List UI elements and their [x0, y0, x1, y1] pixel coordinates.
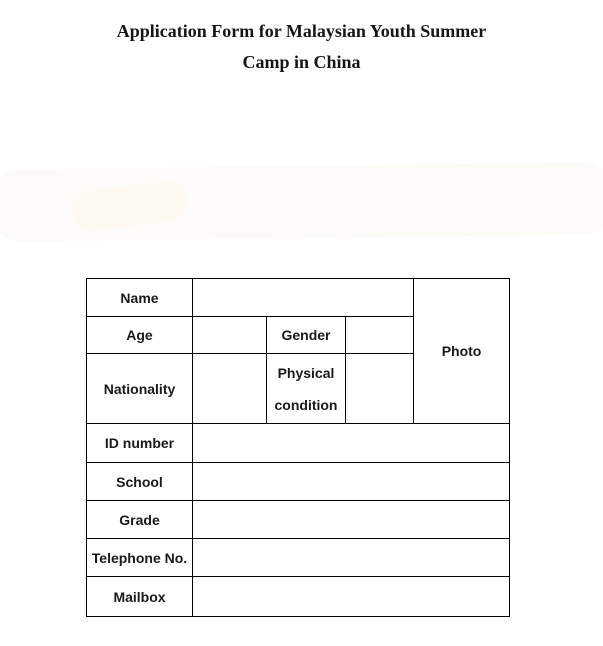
- physical-condition-value-cell[interactable]: [346, 354, 414, 424]
- mailbox-label: Mailbox: [87, 577, 193, 617]
- row-telephone: [87, 539, 510, 577]
- row-school: [87, 463, 510, 501]
- scan-smudge-blob: [70, 179, 189, 233]
- age-value-cell[interactable]: [193, 317, 267, 354]
- page-title-line-2: Camp in China: [242, 52, 361, 72]
- row-mailbox: [87, 577, 510, 617]
- row-id-number: [87, 424, 510, 463]
- mailbox-value-cell[interactable]: [193, 577, 510, 617]
- school-label: School: [87, 463, 193, 501]
- physical-condition-label: Physical condition: [267, 354, 346, 424]
- name-value-cell[interactable]: [193, 279, 414, 317]
- page-title: [0, 16, 603, 78]
- id-number-value-cell[interactable]: [193, 424, 510, 463]
- row-name: [87, 279, 510, 317]
- grade-label: Grade: [87, 501, 193, 539]
- application-form-table: [86, 278, 510, 617]
- name-label: Name: [87, 279, 193, 317]
- school-value-cell[interactable]: [193, 463, 510, 501]
- id-number-label: ID number: [87, 424, 193, 463]
- page-title-line-1: Application Form for Malaysian Youth Summer: [116, 21, 487, 41]
- nationality-value-cell[interactable]: [193, 354, 267, 424]
- grade-value-cell[interactable]: [193, 501, 510, 539]
- scan-smudge-band: [0, 162, 603, 242]
- gender-label: Gender: [267, 317, 346, 354]
- nationality-label: Nationality: [87, 354, 193, 424]
- gender-value-cell[interactable]: [346, 317, 414, 354]
- telephone-label: Telephone No.: [87, 539, 193, 577]
- row-grade: [87, 501, 510, 539]
- telephone-value-cell[interactable]: [193, 539, 510, 577]
- age-label: Age: [87, 317, 193, 354]
- photo-cell[interactable]: Photo: [414, 279, 510, 424]
